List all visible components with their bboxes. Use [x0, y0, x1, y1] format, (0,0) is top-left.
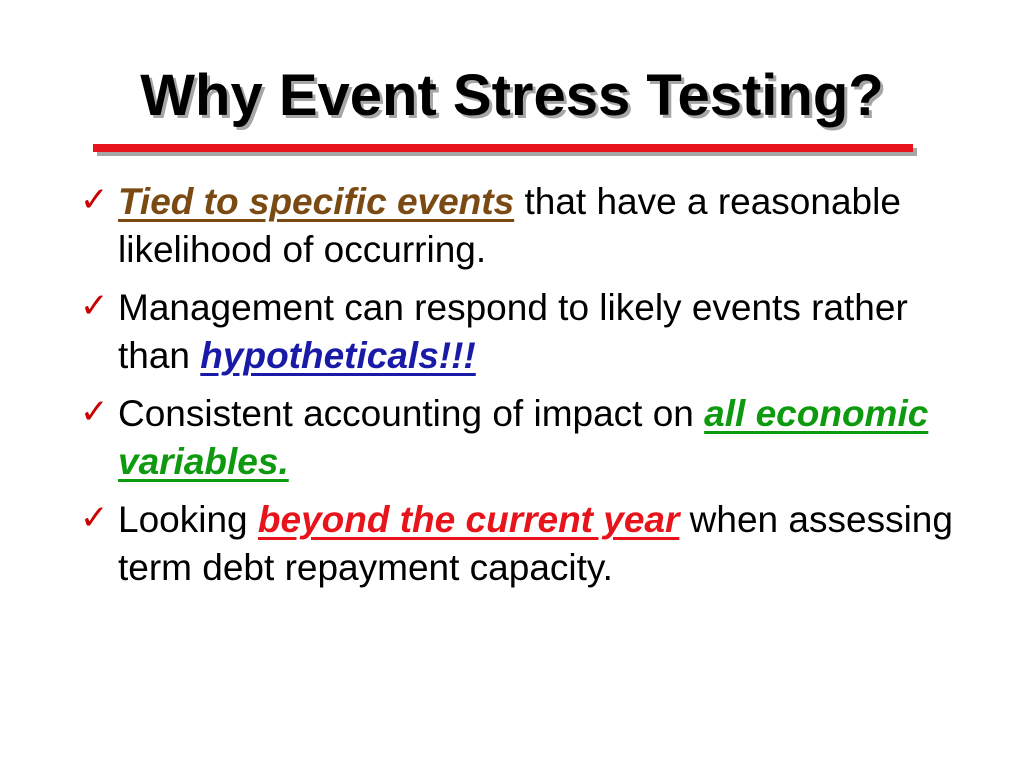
bullet-item-2 [80, 284, 980, 380]
bullet-item-4 [80, 496, 980, 592]
title-rule [93, 144, 913, 152]
slide-title: Why Event Stress Testing? [140, 63, 884, 128]
checkmark-icon: ✓ [80, 180, 109, 220]
bullet-text: Looking [118, 499, 258, 540]
bullet-item-3 [80, 390, 980, 486]
bullet-text: Management can respond to likely events rather than [118, 287, 908, 376]
bullet-text: Consistent accounting of impact on [118, 393, 705, 434]
checkmark-icon: ✓ [80, 392, 109, 432]
bullet-text: that have a reasonable likelihood of occurring. [118, 181, 901, 270]
bullet-emphasis-beyond-current-year: beyond the current year [257, 499, 680, 540]
bullet-item-1 [80, 178, 980, 274]
checkmark-icon: ✓ [80, 286, 109, 326]
bullet-list [80, 178, 980, 602]
bullet-text: when assessing term debt repayment capacity. [118, 499, 953, 588]
bullet-emphasis-all-economic-variables: all economic variables. [118, 393, 929, 482]
bullet-emphasis-hypotheticals: hypotheticals!!! [200, 335, 476, 376]
bullet-emphasis-tied-to-events: Tied to specific events [118, 181, 515, 222]
checkmark-icon: ✓ [80, 498, 109, 538]
